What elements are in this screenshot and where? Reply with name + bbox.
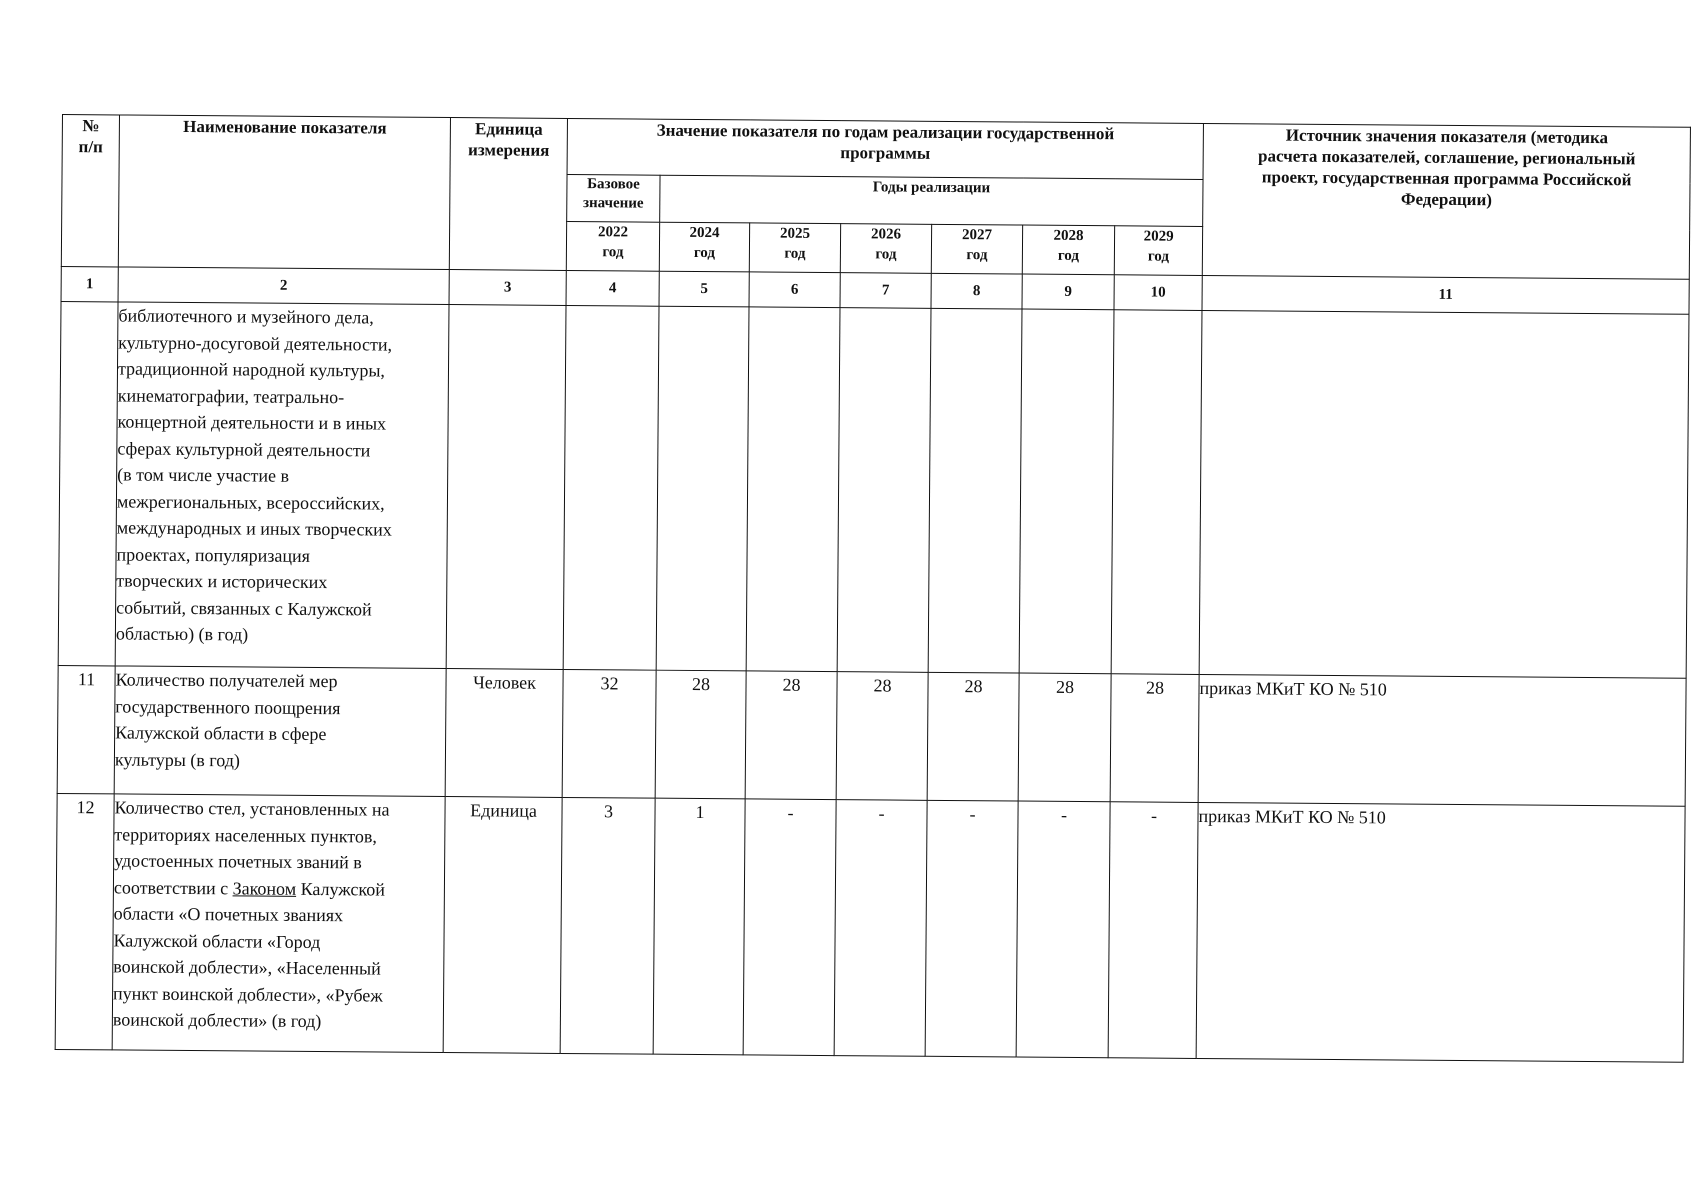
- table-row: [58, 301, 1689, 678]
- unit-cell: Единица: [443, 797, 562, 1054]
- value-cell: 28: [836, 672, 928, 801]
- header-base-year: 2022 год: [566, 221, 659, 271]
- value-cell: [1019, 309, 1114, 674]
- source-cell: [1199, 310, 1689, 678]
- header-year: 2025 год: [749, 223, 840, 273]
- header-indicator-name: Наименование показателя: [118, 115, 450, 270]
- value-cell: [563, 305, 659, 670]
- value-cell: -: [925, 800, 1018, 1057]
- column-number: 9: [1022, 274, 1114, 310]
- row-index: 12: [55, 793, 114, 1049]
- indicator-name-text: Количество стел, установленных на территориях населенных пунктов, удостоенных почетных званий в соответствии с: [113, 797, 390, 898]
- header-year: 2024 год: [659, 222, 749, 272]
- column-number: 3: [449, 270, 566, 306]
- header-year: 2029 год: [1114, 226, 1202, 276]
- value-cell: -: [1016, 801, 1110, 1058]
- row-index: 11: [57, 665, 115, 793]
- header-unit: Единица измерения: [449, 118, 567, 271]
- indicator-name: [112, 794, 445, 1053]
- header-row-1: [62, 115, 1690, 184]
- header-year: 2028 год: [1022, 225, 1114, 275]
- column-number: 1: [61, 266, 118, 301]
- value-cell: [1111, 310, 1202, 675]
- value-cell: 28: [655, 670, 746, 799]
- value-cell: -: [834, 800, 927, 1057]
- value-cell: [656, 306, 749, 671]
- value-cell: 3: [560, 797, 655, 1054]
- value-cell: 28: [745, 671, 837, 800]
- column-number: 11: [1202, 275, 1689, 314]
- value-cell: 28: [1018, 673, 1111, 802]
- law-link[interactable]: Законом: [232, 877, 297, 899]
- column-number: 5: [659, 271, 749, 307]
- indicator-name: библиотечного и музейного дела, культурно-досуговой деятельности, традиционной народной культуры, кинематографии, театрально- концертной деятельности и в иных сферах культурной деятельности (в том числе участие в межрегиональных, всероссийских, международных и иных творческих проектах, популяризация творческих и исторических событий, связанных с Калужской областью) (в год): [115, 302, 449, 669]
- value-cell: [928, 308, 1022, 673]
- column-number: 6: [749, 272, 840, 308]
- source-cell: приказ МКиТ КО № 510: [1196, 802, 1685, 1062]
- table-row: [57, 665, 1686, 806]
- column-number: 8: [931, 273, 1022, 309]
- column-number: 4: [566, 270, 659, 306]
- indicator-name: Количество получателей мер государственного поощрения Калужской области в сфере культуры (в год): [114, 666, 446, 797]
- value-cell: [837, 308, 931, 673]
- indicators-table: [55, 114, 1691, 1063]
- column-number: 7: [840, 273, 931, 309]
- header-year: 2027 год: [931, 224, 1022, 274]
- row-index: [58, 301, 118, 665]
- header-number: № п/п: [61, 115, 119, 267]
- value-cell: [746, 307, 840, 672]
- table-row: [55, 793, 1685, 1062]
- header-values-by-year: Значение показателя по годам реализации государственной программы: [567, 118, 1203, 179]
- header-years-group: Годы реализации: [660, 175, 1203, 226]
- column-number: 10: [1114, 275, 1202, 311]
- value-cell: -: [1108, 802, 1198, 1059]
- source-cell: приказ МКиТ КО № 510: [1198, 674, 1686, 806]
- value-cell: 28: [927, 672, 1019, 801]
- value-cell: 28: [1110, 674, 1199, 803]
- header-source: Источник значения показателя (методика расчета показателей, соглашение, региональный проект, государственная программа Российской Федерации): [1202, 123, 1690, 279]
- unit-cell: Человек: [445, 669, 563, 798]
- value-cell: -: [743, 799, 836, 1056]
- value-cell: 32: [562, 669, 656, 798]
- header-base-value: Базовое значение: [567, 174, 660, 222]
- value-cell: 1: [653, 798, 745, 1055]
- header-year: 2026 год: [840, 224, 931, 274]
- indicator-name-text: Калужской области «О почетных званиях Калужской области «Город воинской доблести», «Населенный пункт воинской доблести», «Рубеж воинской доблести» (в год): [112, 878, 385, 1032]
- column-number: 2: [118, 267, 449, 305]
- unit-cell: [446, 305, 566, 670]
